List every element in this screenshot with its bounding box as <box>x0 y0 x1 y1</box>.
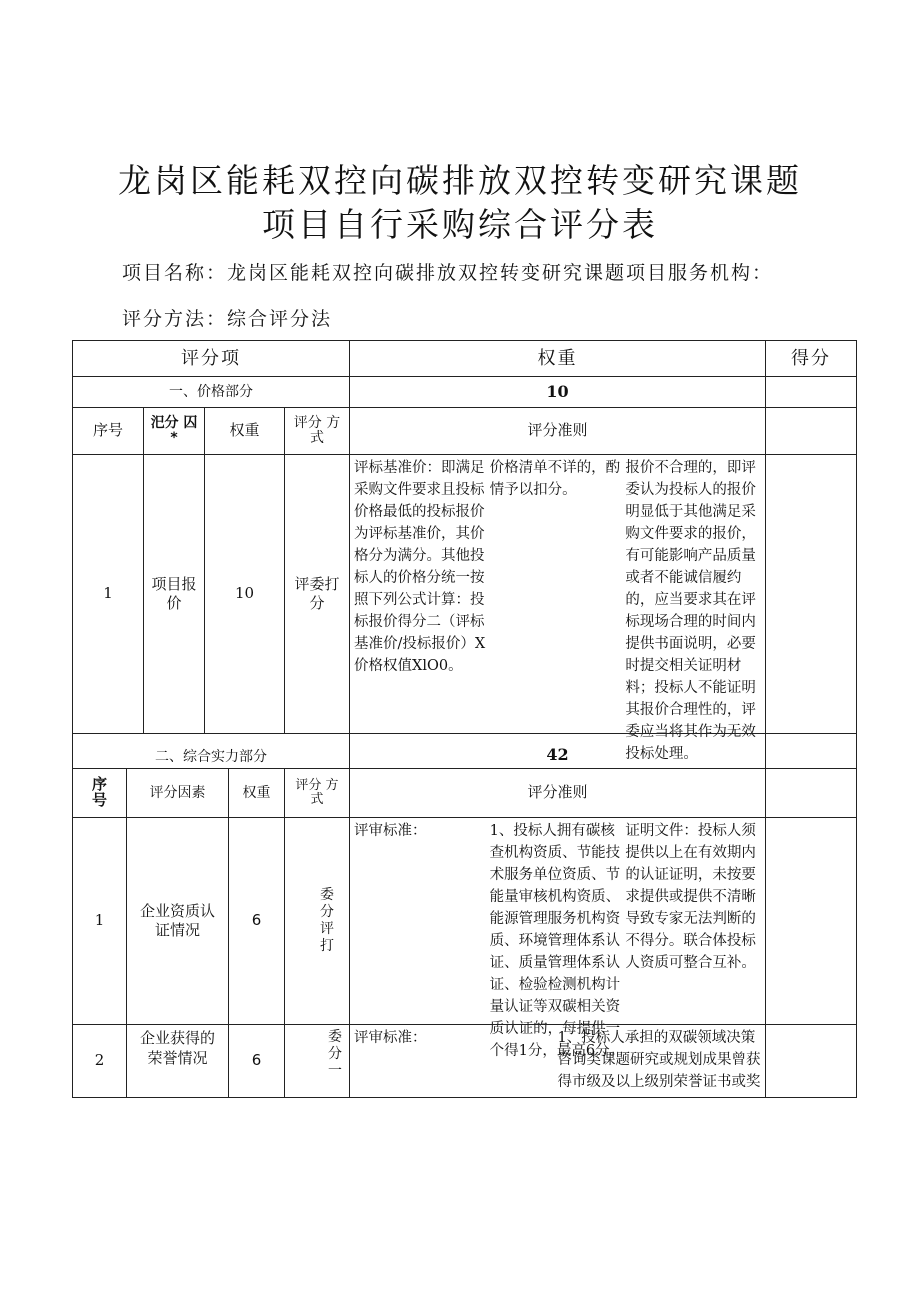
s1-row1-rule-p2: 价格清单不详的，酌情予以扣分。 <box>489 460 621 498</box>
s1-row1-weight: 10 <box>204 454 285 734</box>
header-weight: 权重 <box>349 340 766 377</box>
s2-row2-no: 2 <box>72 1024 127 1098</box>
s1-col-factor: 汜分 囚 * <box>143 407 205 455</box>
s2-row1-no: 1 <box>72 817 127 1025</box>
s2-row1-score <box>765 817 857 1025</box>
section1-title: 一、价格部分 <box>72 376 350 408</box>
s2-col-score <box>765 768 857 818</box>
s1-col-no: 序号 <box>72 407 144 455</box>
s2-row1-rule-p1: 评审标准： <box>354 823 427 839</box>
document-title-line2: 项目自行采购综合评分表 <box>262 205 658 244</box>
s2-row1-method <box>284 817 350 1025</box>
s2-col-no: 序号 <box>72 768 127 818</box>
section2-weight: 42 <box>349 733 766 769</box>
s1-row1-rule-p1: 评标基准价：即满足采购文件要求且投标价格最低的投标报价为评标基准价，其价格分为满分。其他投标人的价格分统一按照下列公式计算：投标报价得分二（评标基准价/投标报价）X价格权值XlO0。 <box>354 460 486 674</box>
s2-row2-weight: 6 <box>228 1024 285 1098</box>
s2-col-rule: 评分准则 <box>349 768 766 818</box>
header-item: 评分项 <box>72 340 350 377</box>
s2-row1-rule-p2: 1、投标人拥有碳核查机构资质、节能技术服务单位资质、节能量审核机构资质、能源管理服务机构资质、环境管理体系认证、质量管理体系认证、检验检测机构计量认证等双碳相关资质认证的，每提供一个得1分，最高6分。 <box>489 823 625 1059</box>
s1-col-rule: 评分准则 <box>349 407 766 455</box>
s1-row1-factor: 项目报价 <box>143 454 205 734</box>
scoring-method: 评分方法：综合评分法 <box>122 308 333 330</box>
s2-row2-factor: 企业获得的荣誉情况 <box>126 1024 229 1098</box>
section1-weight: 10 <box>349 376 766 408</box>
s1-row1-method: 评委打分 <box>284 454 350 734</box>
s2-row2-method-text: 委 分 一 <box>328 1029 342 1079</box>
s2-col-method: 评分 方式 <box>284 768 350 818</box>
s2-col-weight: 权重 <box>228 768 285 818</box>
s1-row1-score <box>765 454 857 734</box>
s2-row1-rule <box>349 817 766 1059</box>
s2-row2-method <box>284 1024 350 1098</box>
s2-row1-rule-p3: 证明文件：投标人须提供以上在有效期内的认证证明，未按要求提供或提供不清晰导致专家无法判断的不得分。联合体投标人资质可整合互补。 <box>625 823 756 971</box>
s2-row2-score <box>765 1024 857 1098</box>
section1-score <box>765 376 857 408</box>
s1-col-score <box>765 407 857 455</box>
section2-title: 二、综合实力部分 <box>72 733 350 769</box>
s2-row2-rule <box>349 1024 766 1098</box>
s1-row1-rule-p3: 报价不合理的，即评委认为投标人的报价明显低于其他满足采购文件要求的报价，有可能影响产品质量或者不能诚信履约的，应当要求其在评标现场合理的时间内提供书面说明，必要时提交相关证明材料；投标人不能证明其报价合理性的，评委应当将其作为无效投标处理。 <box>625 460 756 762</box>
s2-col-factor: 评分因素 <box>126 768 229 818</box>
document-title-line1: 龙岗区能耗双控向碳排放双控转变研究课题 <box>118 161 802 200</box>
project-name: 项目名称：龙岗区能耗双控向碳排放双控转变研究课题项目服务机构： <box>122 262 774 284</box>
s2-row1-factor: 企业资质认证情况 <box>126 817 229 1025</box>
s2-row1-method-text: 委 分 评 打 <box>320 887 334 954</box>
section2-score <box>765 733 857 769</box>
s1-row1-no: 1 <box>72 454 144 734</box>
header-score: 得分 <box>765 340 857 377</box>
s1-col-weight: 权重 <box>204 407 285 455</box>
s2-row1-weight: 6 <box>228 817 285 1025</box>
s2-row2-rule-p1: 评审标准： <box>354 1030 427 1046</box>
s1-col-method: 评分 方式 <box>284 407 350 455</box>
s2-row2-rule-p2: 1、投标人承担的双碳领域决策咨询类课题研究或规划成果曾获得市级及以上级别荣誉证书或奖 <box>557 1030 761 1090</box>
